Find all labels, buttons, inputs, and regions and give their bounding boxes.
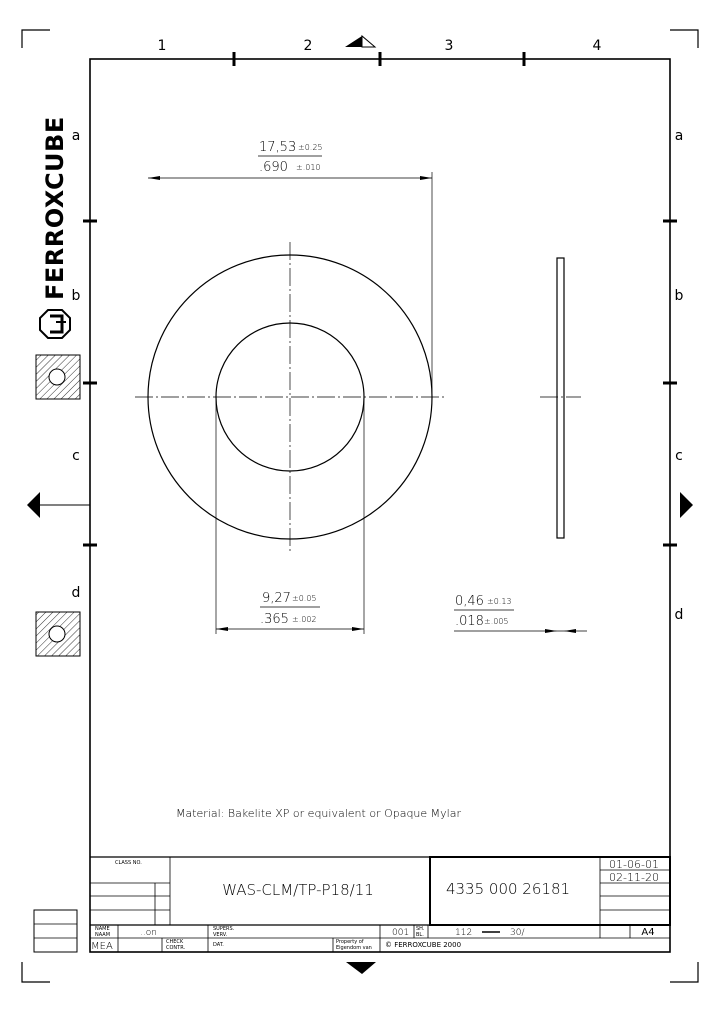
washer-front-view [135, 242, 446, 552]
side-box [34, 910, 77, 952]
projection-symbol-bottom [36, 612, 80, 656]
column-label-4: 4 [592, 38, 602, 54]
inner-diameter-inch-tol: ±.002 [292, 615, 317, 624]
outer-diameter-mm-tol: ±0.25 [298, 143, 323, 152]
revision-date-1: 01-06-01 [609, 858, 659, 871]
name-value: ..on [140, 928, 157, 938]
washer-inner-circle [216, 323, 364, 471]
row-ticks [83, 221, 677, 545]
dept-value: MEA [91, 941, 113, 952]
row-label-b-left: b [71, 288, 81, 304]
thickness-dimension [454, 594, 587, 633]
sheet-value: 112 [455, 928, 473, 938]
outer-diameter-inch-tol: ±.010 [296, 163, 321, 172]
ferroxcube-logo [40, 116, 70, 338]
drawing-title: WAS-CLM/TP-P18/11 [222, 881, 374, 899]
outer-diameter-mm: 17,53 [259, 140, 297, 155]
inner-diameter-mm-tol: ±0.05 [292, 594, 317, 603]
corner-marks [22, 30, 698, 982]
supers-label: SUPERS. [213, 926, 235, 932]
name-label: NAME [95, 926, 110, 932]
row-label-d-left: d [71, 585, 81, 601]
row-label-d-right: d [674, 607, 684, 623]
property-label-2: Eigendom van [336, 945, 372, 951]
check-label: CHECK [166, 939, 184, 945]
row-label-b-right: b [674, 288, 684, 304]
scale-value: 001 [392, 928, 410, 938]
inner-diameter-mm: 9,27 [262, 591, 291, 606]
thickness-mm-tol: ±0.13 [487, 597, 512, 606]
projection-symbol-top [36, 355, 80, 399]
inner-diameter-inch: .365 [260, 612, 289, 627]
supers-label-2: VERV. [213, 932, 228, 938]
sheet-label: SH. [416, 926, 425, 932]
dat-label: DAT. [213, 942, 224, 948]
row-label-c-left: c [72, 448, 80, 464]
property-label: Property of [336, 939, 364, 945]
outer-diameter-inch: .690 [259, 160, 288, 175]
material-note: Material: Bakelite XP or equivalent or Opaque Mylar [176, 807, 461, 820]
thickness-mm: 0,46 [455, 594, 484, 609]
column-label-2: 2 [303, 38, 313, 54]
logo-mark [40, 310, 70, 338]
centering-arrows [27, 36, 693, 974]
column-label-3: 3 [444, 38, 454, 54]
format-value: A4 [641, 927, 655, 938]
thickness-inch: .018 [455, 614, 484, 629]
washer-side-profile [557, 258, 564, 538]
washer-side-view [540, 258, 581, 538]
logo-text: FERROXCUBE [41, 116, 69, 300]
name-label-2: NAAM [95, 932, 111, 938]
column-label-1: 1 [157, 38, 167, 54]
title-block [34, 857, 670, 952]
drawing-number: 4335 000 26181 [445, 880, 571, 898]
class-label: CLASS NO. [115, 860, 142, 866]
check-label-2: CONTR. [166, 945, 186, 951]
revision-date-2: 02-11-20 [609, 871, 659, 884]
copyright: © FERROXCUBE 2000 [385, 941, 462, 949]
row-label-a-left: a [71, 128, 81, 144]
sheet-total: 30/ [510, 928, 525, 938]
sheet-label-2: BL. [416, 932, 424, 938]
row-label-c-right: c [675, 448, 683, 464]
row-label-a-right: a [674, 128, 684, 144]
thickness-inch-tol: ±.005 [484, 617, 509, 626]
